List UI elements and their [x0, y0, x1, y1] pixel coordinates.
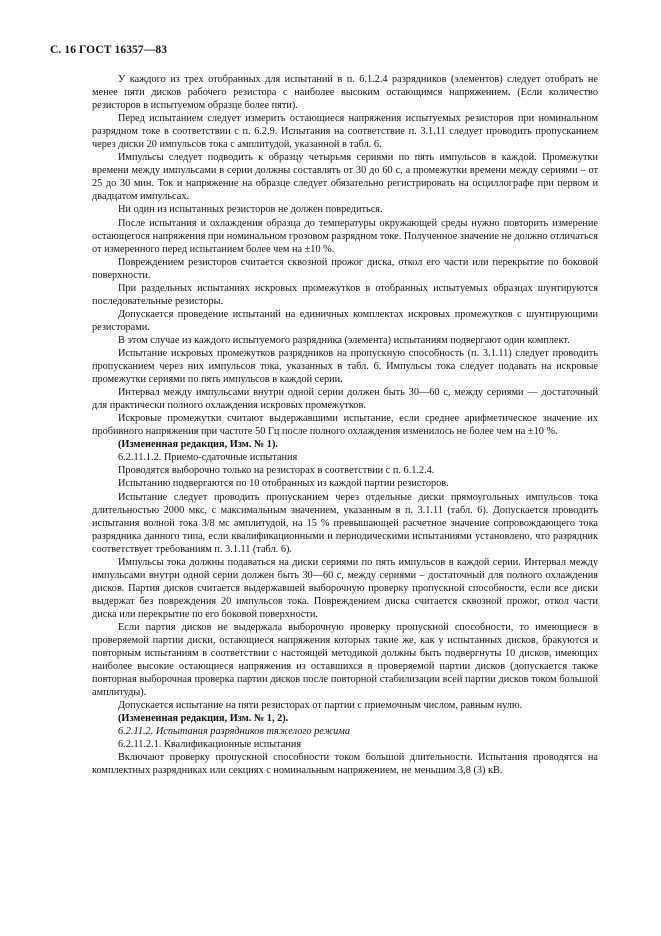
- paragraph: Если партия дисков не выдержала выборочную проверку пропускной способности, то имеющиеся в проверяемой партии диски, остающиеся напряжения которых такие же, как у испытанных дисков, бракуются и повторным испытаниям в соответствии с настоящей методикой должны быть подвергнуты 10 дисков, имеющих наиболее высокие остающиеся напряжения из оставшихся в проверяемой партии дисков (допускается также повторная выборочная проверка партии дисков после повторной стабилизации всей партии дисков током большой амплитуды).: [92, 621, 598, 699]
- paragraph: Проводятся выборочно только на резисторах в соответствии с п. 6.1.2.4.: [118, 465, 435, 477]
- paragraph: Интервал между импульсами внутри одной серии должен быть 30—60 с, между сериями — достаточный для практически полного охлаждения искровых промежутков.: [92, 387, 598, 412]
- paragraph: Перед испытанием следует измерить остающиеся напряжения испытуемых резисторов при номинальном разрядном токе в соответствии с п. 6.2.9. Испытания на соответствие п. 3.1.11 следует проводить пропусканием через диски 20 импульсов тока с амплитудой, указанной в табл. 6.: [92, 113, 598, 151]
- paragraph: Ни один из испытанных резисторов не должен повредиться.: [118, 204, 383, 216]
- revision-note: (Измененная редакция, Изм. № 1, 2).: [118, 713, 289, 725]
- section-heading: 6.2.11.1.2. Приемо-сдаточные испытания: [118, 452, 298, 464]
- paragraph: При раздельных испытаниях искровых промежутков в отобранных испытуемых образцах шунтируются последовательные резисторы.: [92, 282, 598, 307]
- paragraph: Допускается проведение испытаний на единичных комплектах искровых промежутков с шунтирующими резисторами.: [92, 308, 598, 333]
- paragraph: Допускается испытание на пяти резисторах от партии с приемочным числом, равным нулю.: [118, 700, 523, 712]
- document-body: [92, 73, 598, 778]
- revision-note: (Измененная редакция, Изм. № 1).: [118, 439, 278, 451]
- paragraph: У каждого из трех отобранных для испытаний в п. 6.1.2.4 разрядников (элементов) следует отобрать не менее пяти дисков рабочего резистора с наиболее высоким остающимся напряжением. (Если количество резисторов в испытуемом образце более пяти).: [92, 74, 598, 112]
- paragraph: Испытание следует проводить пропусканием через отдельные диски прямоугольных импульсов тока длительностью 2000 мкс, с максимальным значением, указанным в п. 3.1.11 (табл. 6). Допускается проводить испытания волной тока 3/8 мс амплитудой, на 15 % превышающей расчетное значение сопровождающего тока разрядника данного типа, если квалификационными и периодическими испытаниями установлено, что разрядник соответствует требованиям п. 3.1.11 (табл. 6).: [92, 491, 598, 555]
- paragraph: Включают проверку пропускной способности током большой длительности. Испытания проводятся на комплектных разрядниках или секциях с номинальным напряжением, не меньшим 3,8 (3) кВ.: [92, 752, 598, 777]
- paragraph: Испытание искровых промежутков разрядников на пропускную способность (п. 3.1.11) следует проводить пропусканием через них импульсов тока, указанных в табл. 6. Импульсы тока следует подавать на искровые промежутки сериями по пять импульсов в каждой серии.: [92, 347, 598, 386]
- section-heading: 6.2.11.2.1. Квалификационные испытания: [118, 739, 302, 751]
- paragraph: Повреждением резисторов считается сквозной прожог диска, откол его части или перекрытие по боковой поверхности.: [92, 256, 598, 281]
- paragraph: Импульсы следует подводить к образцу четырьмя сериями по пять импульсов в каждой. Промежутки времени между импульсами в серии должны составлять от 30 до 60 с, а промежутки времени между сериями – от 25 до 30 мин. Ток и напряжение на образце следует обязательно регистрировать на осциллографе при первом и двадцатом импульсах.: [92, 152, 598, 203]
- paragraph: В этом случае из каждого испытуемого разрядника (элемента) испытаниям подвергают один комплект.: [118, 334, 570, 346]
- paragraph: Испытанию подвергаются по 10 отобранных из каждой партии резисторов.: [118, 478, 449, 490]
- paragraph: Искровые промежутки считают выдержавшими испытание, если среднее арифметическое значение их пробивного напряжения при частоте 50 Гц после полного охлаждения изменилось не более чем на ±10 %.: [92, 413, 598, 438]
- page-header: С. 16 ГОСТ 16357—83: [50, 44, 168, 56]
- paragraph: После испытания и охлаждения образца до температуры окружающей среды нужно повторить измерение остающегося напряжения при номинальном грозовом разрядном токе. Полученное значение не должно отличаться от измеренного перед испытанием более чем на ±10 %.: [92, 217, 598, 255]
- paragraph: Импульсы тока должны подаваться на диски сериями по пять импульсов в каждой серии. Интервал между импульсами внутри одной серии должен быть 30—60 с, между сериями – достаточный для полного охлаждения дисков. Партия дисков считается выдержавшей выборочную проверку пропускной способности, если все диски выдержат без повреждения 20 импульсов тока. Повреждением диска считается сквозной прожог, откол части диска или перекрытие по его боковой поверхности.: [92, 556, 598, 620]
- section-heading: 6.2.11.2. Испытания разрядников тяжелого режима: [118, 726, 351, 738]
